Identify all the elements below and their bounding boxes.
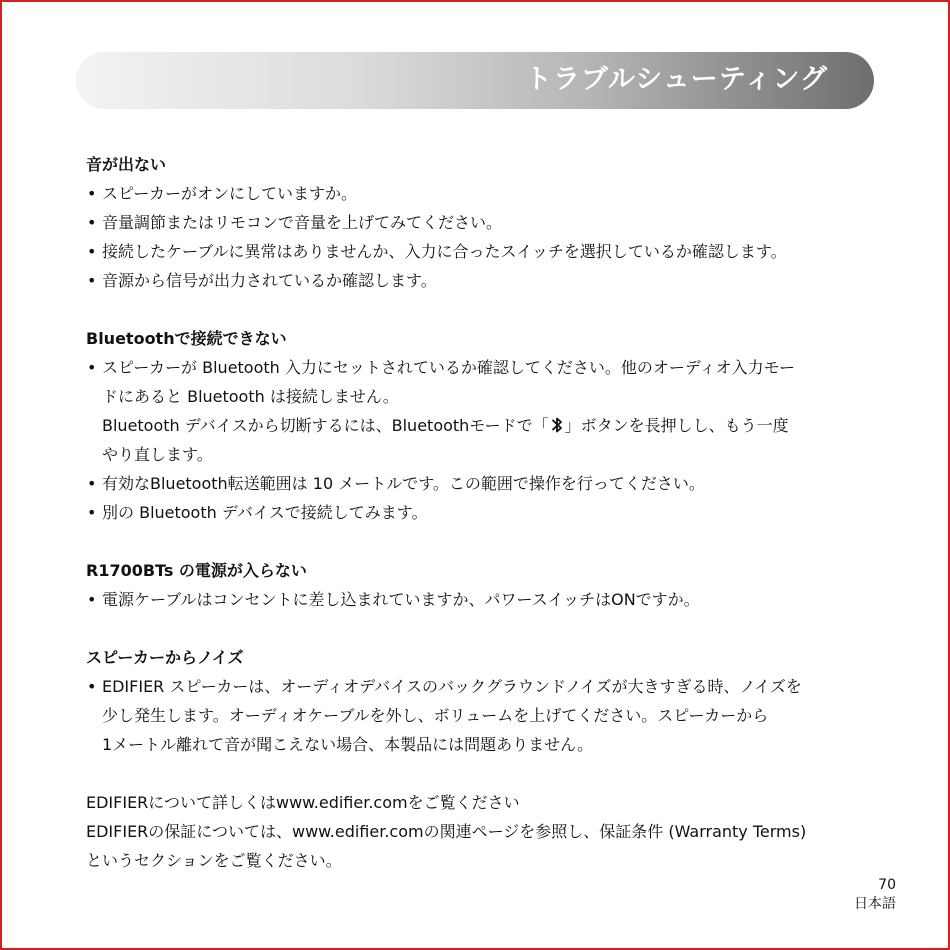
footer-info: [86, 788, 866, 875]
list-item: • スピーカーがオンにしていますか。: [86, 179, 866, 208]
content: [86, 150, 866, 875]
list-item: [86, 672, 866, 759]
list-item-text: EDIFIER スピーカーは、オーディオデバイスのバックグラウンドノイズが大きすぎる時、ノイズを: [102, 677, 802, 696]
list-item-text: 1メートル離れて音が聞こえない場合、本製品には問題ありません。: [102, 735, 594, 754]
page-number: 70: [878, 877, 896, 893]
bullet-list: [86, 353, 866, 527]
list-item-text: 」ボタンを長押しし、もう一度: [564, 416, 789, 435]
list-item: • 別の Bluetooth デバイスで接続してみます。: [86, 498, 866, 527]
footer-line: というセクションをご覧ください。: [86, 851, 342, 870]
list-item-text: スピーカーが Bluetooth 入力にセットされているか確認してください。他のオーディオ入力モー: [102, 358, 795, 377]
section-heading: スピーカーからノイズ: [86, 648, 244, 667]
page-title: トラブルシューティング: [524, 64, 828, 95]
list-item: • 音量調節またはリモコンで音量を上げてみてください。: [86, 208, 866, 237]
list-item: • 電源ケーブルはコンセントに差し込まれていますか、パワースイッチはONですか。: [86, 585, 866, 614]
list-item: • 音源から信号が出力されているか確認します。: [86, 266, 866, 295]
section-no-sound: [86, 150, 866, 295]
list-item-text: やり直します。: [102, 445, 213, 464]
footer-line: EDIFIERの保証については、www.edifier.comの関連ページを参照し、保証条件 (Warranty Terms): [86, 822, 807, 841]
section-heading: 音が出ない: [86, 155, 167, 174]
language-label: 日本語: [854, 896, 896, 912]
section-heading: R1700BTs の電源が入らない: [86, 561, 307, 580]
list-item: • 有効なBluetooth転送範囲は 10 メートルです。この範囲で操作を行ってください。: [86, 469, 866, 498]
title-banner: [76, 52, 874, 109]
list-item-text: 少し発生します。オーディオケーブルを外し、ボリュームを上げてください。スピーカーから: [102, 706, 769, 725]
bullet-list: [86, 672, 866, 759]
page-number-block: [854, 876, 896, 914]
section-heading: Bluetoothで接続できない: [86, 329, 287, 348]
section-bluetooth: [86, 324, 866, 527]
section-noise: [86, 643, 866, 759]
list-item-text: ドにあると Bluetooth は接続しません。: [102, 387, 399, 406]
footer-line: EDIFIERについて詳しくはwww.edifier.comをご覧ください: [86, 793, 520, 812]
list-item: [86, 353, 866, 469]
bullet-list: [86, 585, 866, 614]
bullet-list: [86, 179, 866, 295]
bluetooth-icon: [550, 416, 564, 434]
list-item: • 接続したケーブルに異常はありませんか、入力に合ったスイッチを選択しているか確認します。: [86, 237, 866, 266]
list-item-text: Bluetooth デバイスから切断するには、Bluetoothモードで「: [102, 416, 549, 435]
section-no-power: [86, 556, 866, 614]
